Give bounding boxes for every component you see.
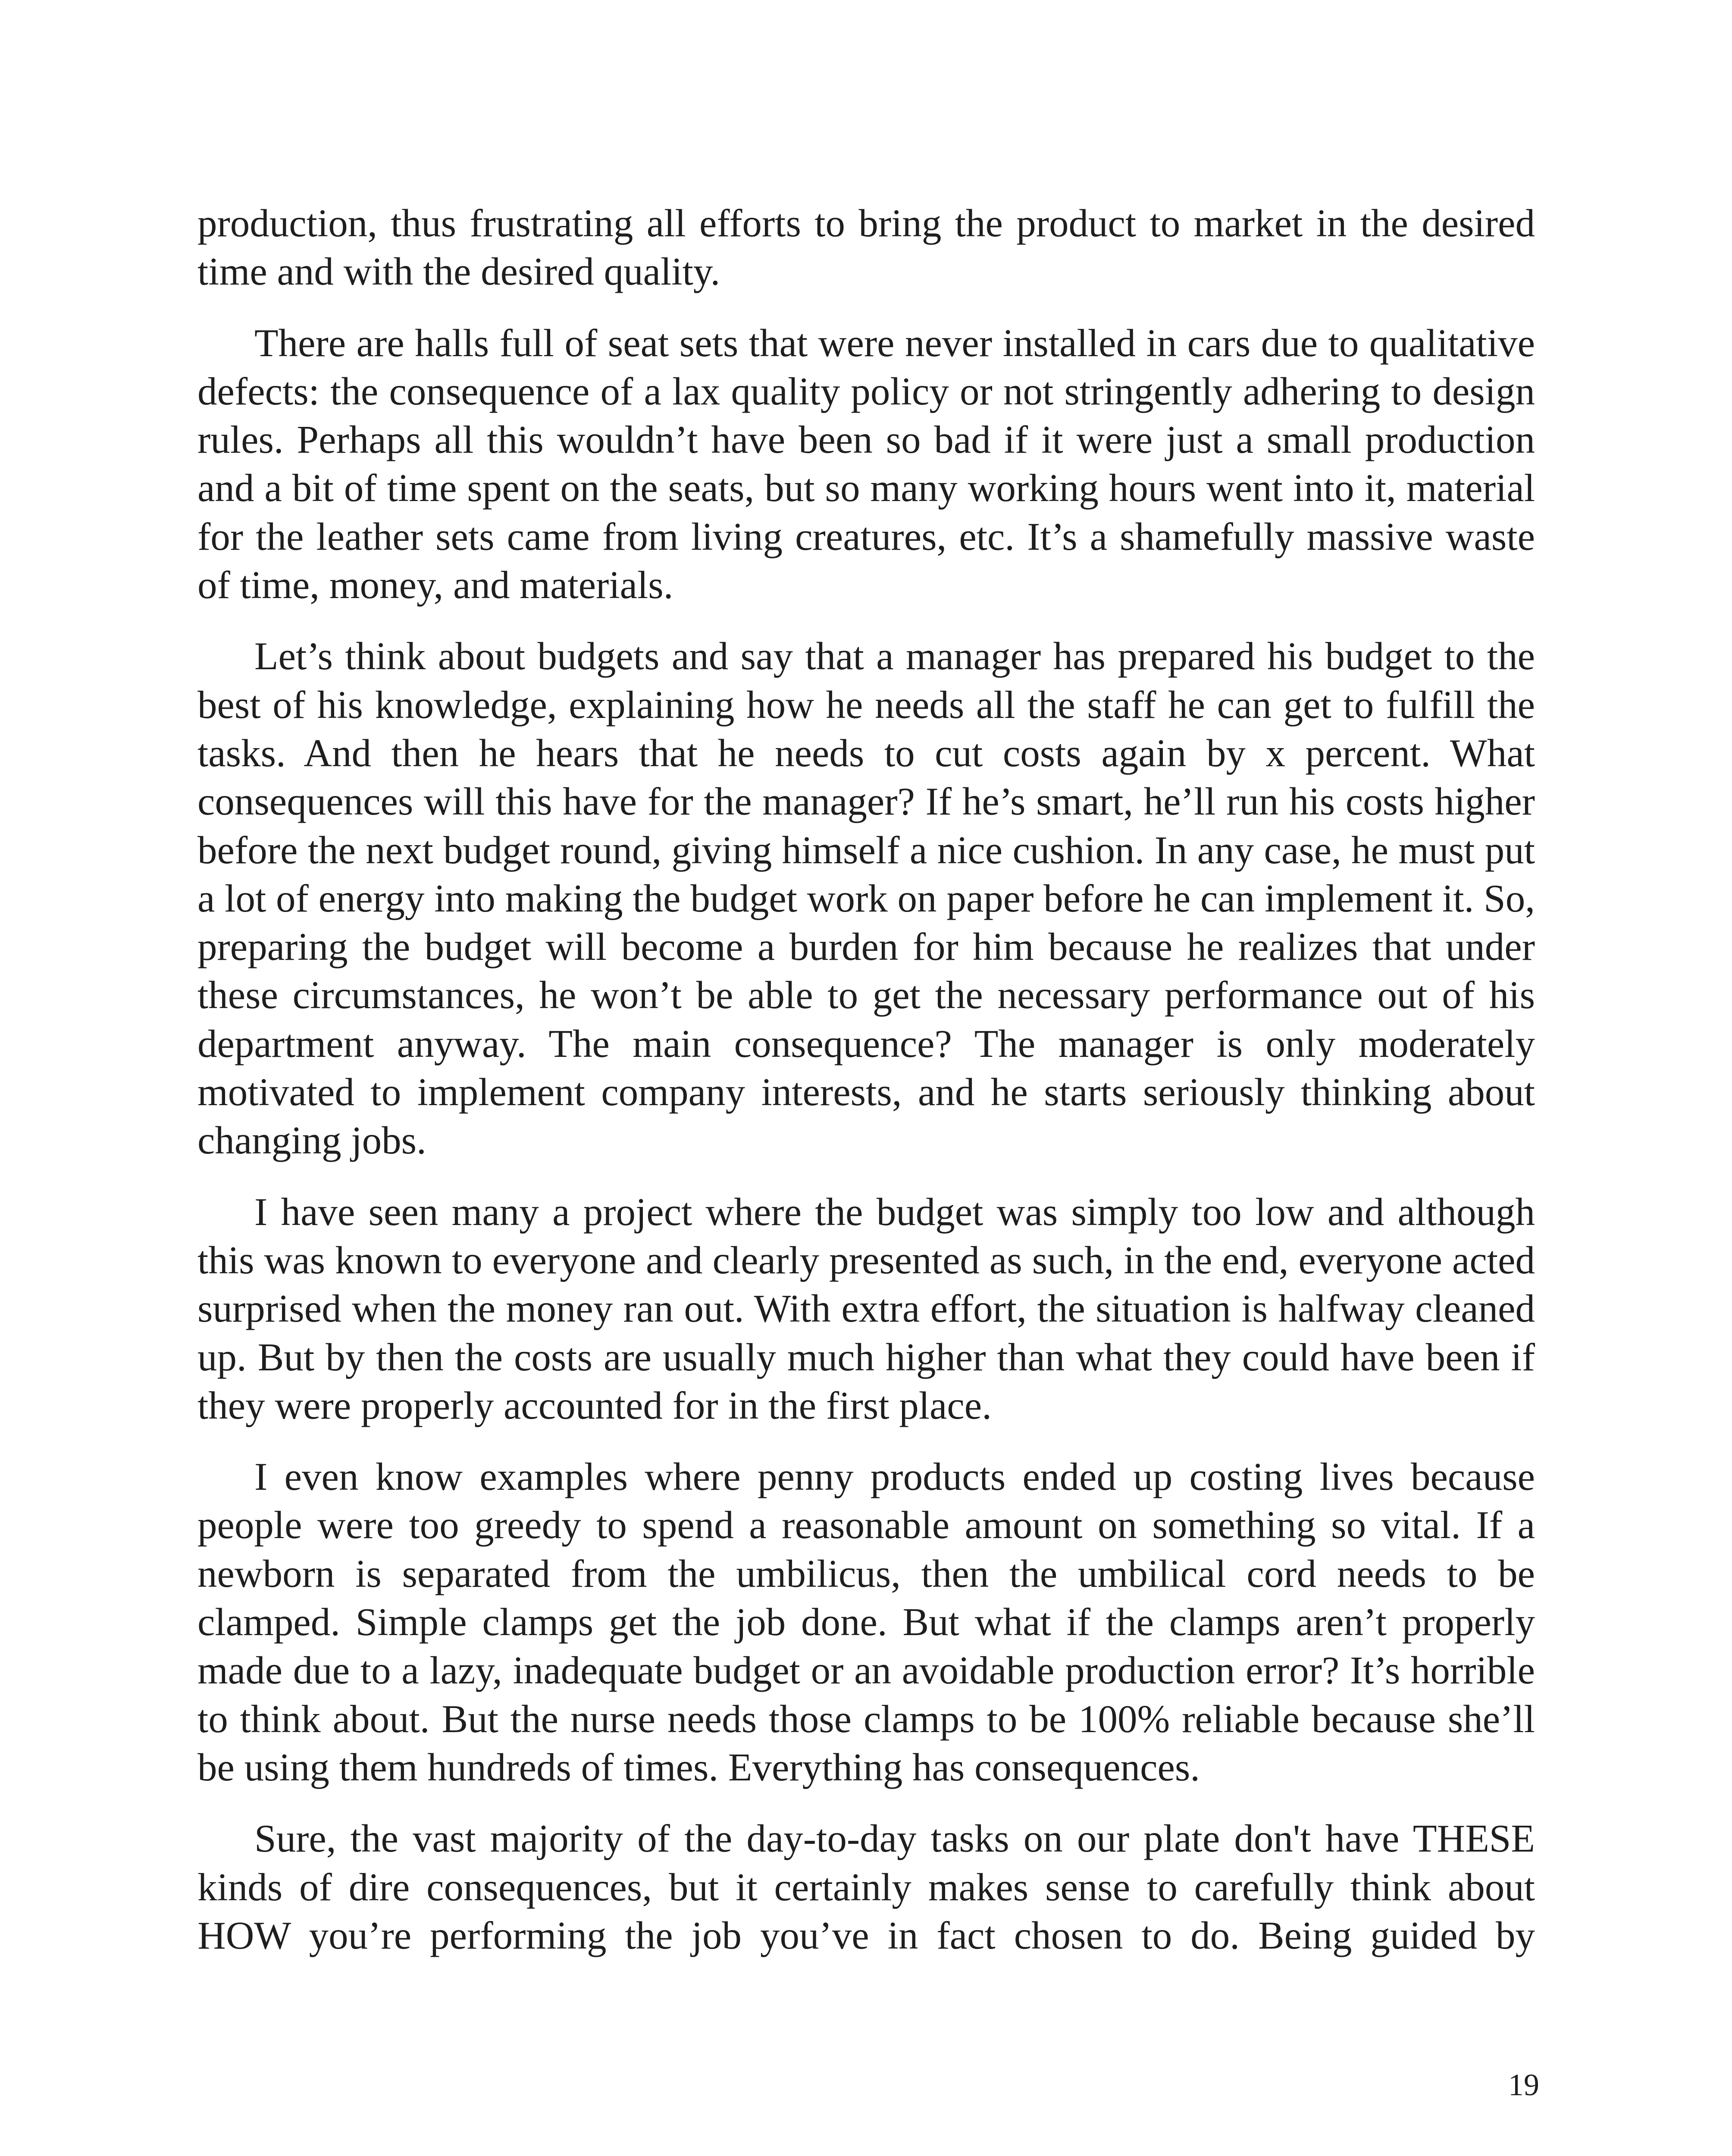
paragraph-4: I have seen many a project where the budget was simply too low and although this was known to everyone and clearly presented as such, in the end, everyone acted surprised when the money ran out. With extra effort, the situation is halfway cleaned up. But by then the costs are usually much higher than what they could have been if they were properly accounted for in the first place.	[197, 1190, 1535, 1427]
paragraph-1: production, thus frustrating all efforts to bring the product to market in the desired time and with the desired quality.	[197, 201, 1535, 294]
paragraph-2: There are halls full of seat sets that were never installed in cars due to qualitative defects: the consequence of a lax quality policy or not stringently adhering to design rules. Perhaps all this wouldn’t have been so bad if it were just a small production and a bit of time spent on the seats, but so many working hours went into it, material for the leather sets came from living creatures, etc. It’s a shamefully massive waste of time, money, and materials.	[197, 321, 1535, 607]
paragraph-6: Sure, the vast majority of the day-to-day tasks on our plate don't have THESE kinds of dire consequences, but it certainly makes sense to carefully think about HOW you’re performing the job you’ve in fact chosen to do. Being guided by	[197, 1817, 1535, 1957]
paragraph-3: Let’s think about budgets and say that a manager has prepared his budget to the best of his knowledge, explaining how he needs all the staff he can get to fulfill the tasks. And then he hears that he needs to cut costs again by x percent. What consequences will this have for the manager? If he’s smart, he’ll run his costs higher before the next budget round, giving himself a nice cushion. In any case, he must put a lot of energy into making the budget work on paper before he can implement it. So, preparing the budget will become a burden for him because he realizes that under these circumstances, he won’t be able to get the necessary performance out of his department anyway. The main consequence? The manager is only moderately motivated to implement company interests, and he starts seriously thinking about changing jobs.	[197, 634, 1535, 1163]
body-text	[197, 199, 1535, 1960]
paragraph-5: I even know examples where penny products ended up costing lives because people were too greedy to spend a reasonable amount on something so vital. If a newborn is separated from the umbilicus, then the umbilical cord needs to be clamped. Simple clamps get the job done. But what if the clamps aren’t properly made due to a lazy, inadequate budget or an avoidable production error? It’s horrible to think about. But the nurse needs those clamps to be 100% reliable because she’ll be using them hundreds of times. Everything has consequences.	[197, 1455, 1535, 1789]
page-number: 19	[1508, 2068, 1539, 2102]
